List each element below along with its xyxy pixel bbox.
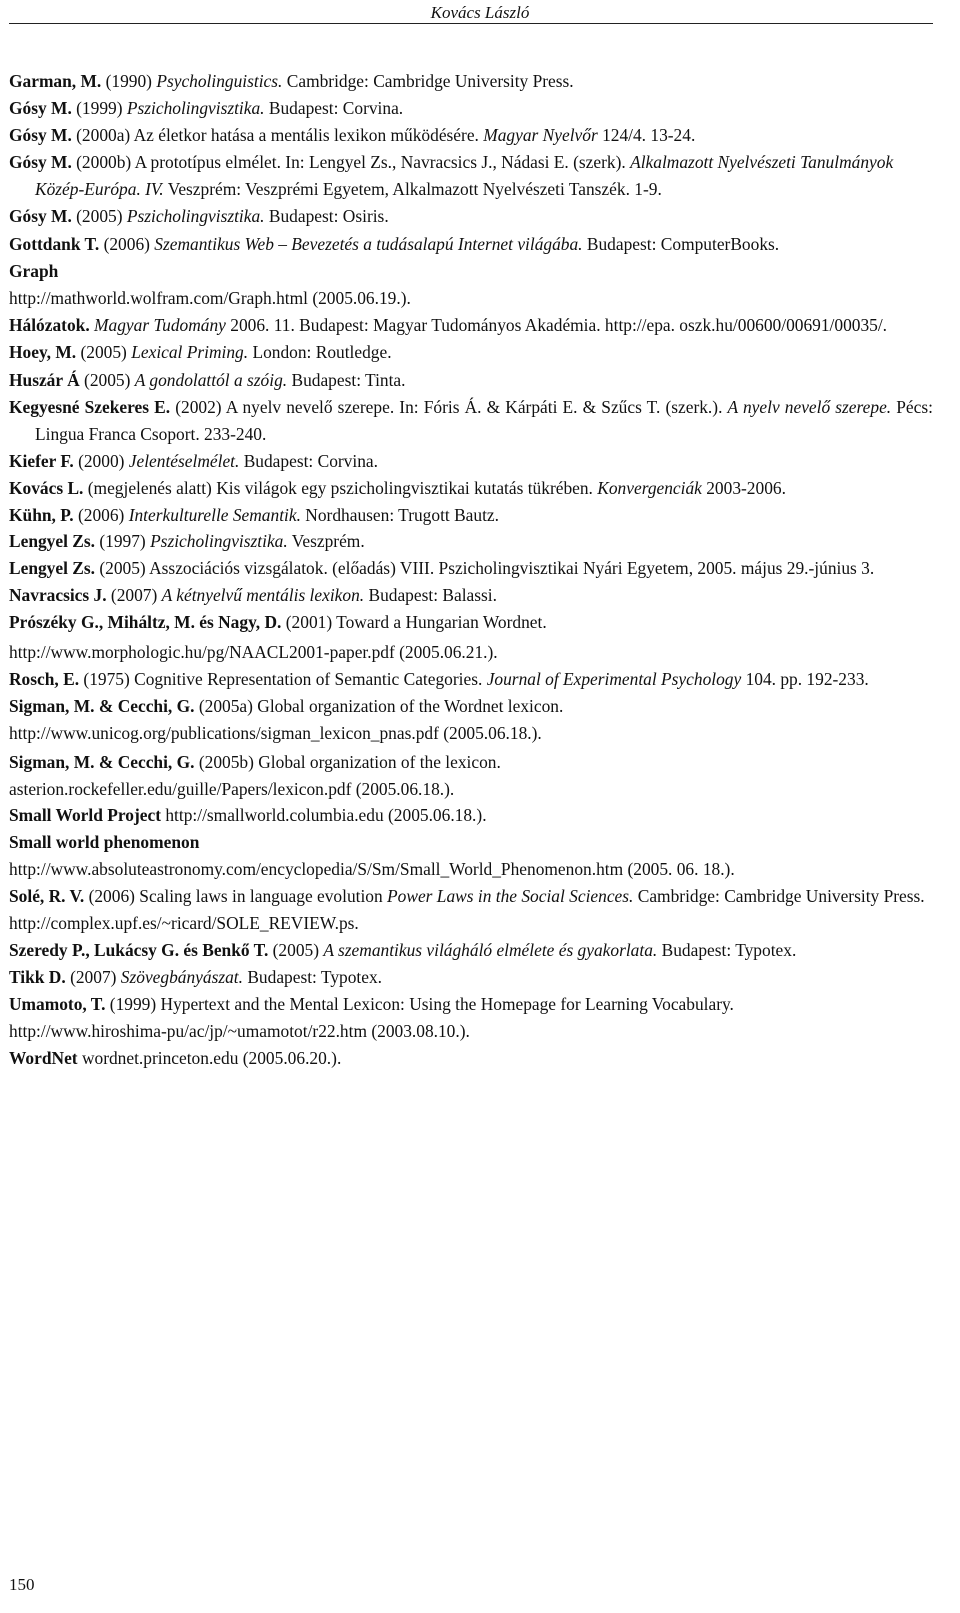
reference-details: Budapest: Tinta. — [287, 369, 406, 390]
reference-author: Tikk D. — [9, 966, 66, 987]
reference-text: (2005) Asszociációs vizsgálatok. (előadás) VIII. Pszicholingvisztikai Nyári Egyetem, 2005. május 29.-június 3. — [95, 558, 875, 579]
reference-entry — [9, 937, 933, 964]
running-head: Kovács László — [430, 3, 530, 22]
reference-details: London: Routledge. — [248, 342, 392, 363]
reference-entry — [9, 1018, 933, 1045]
reference-text: (2001) Toward a Hungarian Wordnet. — [281, 612, 547, 633]
reference-author: Szeredy P., Lukácsy G. és Benkő T. — [9, 940, 269, 960]
reference-entry — [9, 582, 933, 609]
reference-text: (2000a) Az életkor hatása a mentális lexikon működésére. — [71, 124, 484, 145]
reference-text: (2006) — [99, 234, 155, 255]
reference-entry — [9, 231, 933, 258]
reference-author: Sigman, M. & Cecchi, G. — [9, 751, 195, 772]
page-number: 150 — [9, 1575, 35, 1594]
reference-author: Sigman, M. & Cecchi, G. — [9, 695, 195, 716]
reference-details: Veszprém: Veszprémi Egyetem, Alkalmazott Nyelvészeti Tanszék. 1-9. — [163, 178, 662, 199]
reference-text: (1990) — [101, 71, 157, 91]
reference-text: (megjelenés alatt) Kis világok egy pszicholingvisztikai kutatás tükrében. — [83, 477, 598, 498]
reference-title: A szemantikus világháló elmélete és gyakorlata. — [323, 940, 658, 960]
reference-title: Psycholinguistics. — [156, 71, 283, 91]
reference-text: (1999) — [71, 97, 127, 118]
reference-title: Alkalmazott Nyelvészeti Tanulmányok Közép-Európa. IV. — [35, 151, 894, 199]
reference-entry — [9, 883, 933, 910]
reference-details: Budapest: Typotex. — [657, 940, 797, 960]
reference-author: Huszár Á — [9, 369, 80, 390]
reference-entry — [9, 149, 933, 203]
reference-details: Pécs: Lingua Franca Csoport. 233-240. — [35, 396, 933, 444]
bibliography-list — [9, 68, 933, 1072]
reference-entry — [9, 776, 933, 803]
reference-entry — [9, 285, 933, 312]
reference-details: 2006. 11. Budapest: Magyar Tudományos Akadémia. http://epa. oszk.hu/00600/00691/00035/. — [225, 315, 888, 336]
reference-text: (2007) — [106, 585, 162, 606]
reference-title: Magyar Tudomány — [94, 315, 226, 336]
reference-author: Hoey, M. — [9, 342, 77, 363]
reference-title: Magyar Nyelvőr — [483, 124, 598, 145]
reference-entry — [9, 856, 933, 883]
reference-text: http://smallworld.columbia.edu (2005.06.18.). — [161, 805, 487, 826]
reference-author: Rosch, E. — [9, 668, 80, 689]
reference-entry — [9, 802, 933, 829]
reference-entry — [9, 203, 933, 230]
reference-author: Small world phenomenon — [9, 832, 200, 853]
reference-author: Lengyel Zs. — [9, 531, 95, 552]
reference-details: Budapest: ComputerBooks. — [582, 234, 780, 255]
reference-author: Gósy M. — [9, 205, 72, 226]
reference-text: (2007) — [65, 966, 121, 987]
reference-title: Pszicholingvisztika. — [126, 205, 265, 226]
reference-title: Szövegbányászat. — [120, 966, 243, 987]
reference-text: (2005) — [79, 369, 135, 390]
reference-text: http://www.unicog.org/publications/sigman_lexicon_pnas.pdf (2005.06.18.). — [9, 722, 542, 743]
reference-details: Nordhausen: Trugott Bautz. — [300, 504, 499, 525]
reference-text: (2005) — [71, 205, 127, 226]
reference-title: Konvergenciák — [597, 477, 702, 498]
reference-author: Gósy M. — [9, 151, 72, 172]
reference-text: (1997) — [95, 531, 151, 552]
reference-author: Gottdank T. — [9, 234, 100, 255]
reference-entry — [9, 475, 933, 502]
reference-text: (2000b) A prototípus elmélet. In: Lengyel Zs., Navracsics J., Nádasi E. (szerk). — [71, 151, 631, 172]
reference-author: Hálózatok. — [9, 315, 90, 336]
reference-entry — [9, 991, 933, 1018]
reference-entry — [9, 720, 933, 747]
reference-entry — [9, 749, 933, 776]
reference-title: Power Laws in the Social Sciences. — [387, 886, 634, 907]
reference-text: (2000) — [73, 450, 129, 471]
reference-entry — [9, 367, 933, 394]
reference-author: Prószéky G., Miháltz, M. és Nagy, D. — [9, 612, 282, 633]
reference-entry — [9, 1045, 933, 1072]
reference-author: Graph — [9, 261, 59, 282]
reference-text: http://www.hiroshima-pu/ac/jp/~umamotot/r22.htm (2003.08.10.). — [9, 1020, 470, 1041]
reference-text: (2006) Scaling laws in language evolution — [84, 886, 388, 907]
reference-entry — [9, 312, 933, 339]
reference-text: (2006) — [73, 504, 129, 525]
reference-title: A kétnyelvű mentális lexikon. — [161, 585, 365, 606]
reference-text: (2005b) Global organization of the lexicon. — [194, 751, 501, 772]
reference-author: WordNet — [9, 1047, 78, 1068]
reference-entry — [9, 528, 933, 555]
reference-entry — [9, 394, 933, 448]
reference-entry — [9, 693, 933, 720]
reference-details: Cambridge: Cambridge University Press. — [282, 71, 574, 91]
reference-author: Navracsics J. — [9, 585, 107, 606]
reference-author: Lengyel Zs. — [9, 558, 95, 579]
reference-details: 124/4. 13-24. — [597, 124, 696, 145]
reference-text: (2002) A nyelv nevelő szerepe. In: Fóris Á. & Kárpáti E. & Szűcs T. (szerk.). — [170, 396, 728, 417]
reference-author: Garman, M. — [9, 71, 102, 91]
reference-text: (2005) — [76, 342, 132, 363]
reference-title: Journal of Experimental Psychology — [486, 668, 742, 689]
reference-details: Veszprém. — [287, 531, 365, 552]
reference-entry — [9, 666, 933, 693]
reference-title: Pszicholingvisztika. — [126, 97, 265, 118]
reference-text: asterion.rockefeller.edu/guille/Papers/lexicon.pdf (2005.06.18.). — [9, 778, 455, 799]
reference-entry — [9, 258, 933, 285]
reference-entry — [9, 448, 933, 475]
reference-text: http://www.absoluteastronomy.com/encyclopedia/S/Sm/Small_World_Phenomenon.htm (2005. 06. 18.). — [9, 859, 735, 880]
reference-author: Solé, R. V. — [9, 886, 85, 907]
reference-text: wordnet.princeton.edu (2005.06.20.). — [77, 1047, 342, 1068]
reference-entry — [9, 964, 933, 991]
reference-author: Gósy M. — [9, 124, 72, 145]
reference-author: Kegyesné Szekeres E. — [9, 396, 171, 417]
reference-author: Kühn, P. — [9, 504, 74, 525]
reference-title: Jelentéselmélet. — [128, 450, 240, 471]
reference-text: (2005) — [268, 940, 324, 960]
reference-entry — [9, 68, 933, 95]
reference-details: Budapest: Typotex. — [242, 966, 383, 987]
reference-entry — [9, 95, 933, 122]
reference-entry — [9, 829, 933, 856]
reference-text: http://complex.upf.es/~ricard/SOLE_REVIEW.ps. — [9, 913, 359, 934]
reference-author: Umamoto, T. — [9, 993, 106, 1014]
reference-text: http://www.morphologic.hu/pg/NAACL2001-paper.pdf (2005.06.21.). — [9, 642, 498, 663]
reference-author: Gósy M. — [9, 97, 72, 118]
reference-entry — [9, 555, 933, 582]
reference-entry — [9, 339, 933, 366]
reference-entry — [9, 122, 933, 149]
reference-entry — [9, 502, 933, 529]
header-rule — [9, 23, 933, 24]
reference-text: (1975) Cognitive Representation of Semantic Categories. — [79, 668, 487, 689]
reference-title: A gondolattól a szóig. — [134, 369, 288, 390]
reference-details: 2003-2006. — [701, 477, 786, 498]
reference-title: Lexical Priming. — [131, 342, 249, 363]
reference-author: Kiefer F. — [9, 450, 74, 471]
reference-text: http://mathworld.wolfram.com/Graph.html (2005.06.19.). — [9, 288, 411, 309]
reference-title: Szemantikus Web – Bevezetés a tudásalapú Internet világába. — [154, 234, 583, 255]
reference-details: Budapest: Corvina. — [264, 97, 404, 118]
reference-author: Small World Project — [9, 805, 161, 826]
reference-title: A nyelv nevelő szerepe. — [727, 396, 892, 417]
reference-entry — [9, 609, 933, 636]
reference-details: Budapest: Osiris. — [264, 205, 389, 226]
reference-entry — [9, 910, 933, 937]
reference-title: Interkulturelle Semantik. — [128, 504, 301, 525]
reference-text: (1999) Hypertext and the Mental Lexicon: Using the Homepage for Learning Vocabulary. — [105, 993, 734, 1014]
reference-entry — [9, 639, 933, 666]
reference-details: 104. pp. 192-233. — [741, 668, 869, 689]
reference-details: Budapest: Balassi. — [364, 585, 497, 606]
reference-details: Budapest: Corvina. — [239, 450, 378, 471]
reference-author: Kovács L. — [9, 477, 84, 498]
reference-text: (2005a) Global organization of the Wordnet lexicon. — [194, 695, 564, 716]
reference-title: Pszicholingvisztika. — [150, 531, 288, 552]
reference-details: Cambridge: Cambridge University Press. — [633, 886, 925, 907]
